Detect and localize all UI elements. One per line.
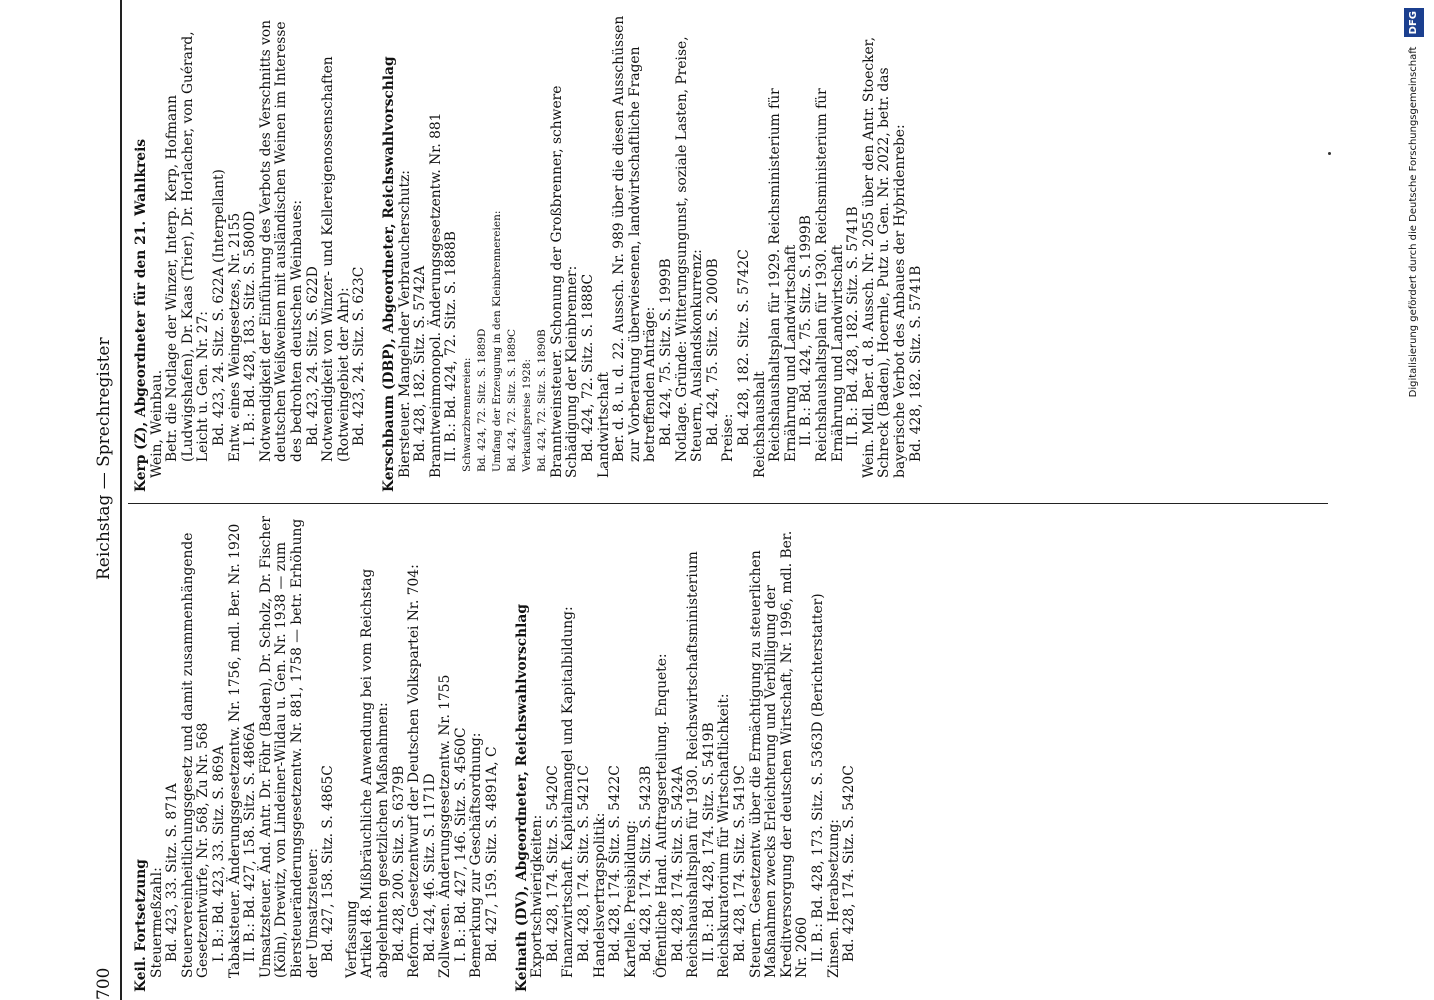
index-entry: Bd. 427, 158. Sitz. S. 4865C bbox=[320, 765, 337, 962]
digitization-strip bbox=[1398, 8, 1434, 998]
index-entry: Bd. 428, 174. Sitz. S. 5420C bbox=[544, 765, 561, 962]
index-entry: Bd. 424, 75. Sitz. S. 2000B bbox=[704, 258, 721, 446]
index-entry: Bd. 428, 174. Sitz. S. 5419C bbox=[731, 765, 748, 962]
index-entry: Steuervereinheitlichungsgesetz und damit zusammenhängende Gesetzentwürfe, Nr. 568, Zu Nr. 568 bbox=[179, 532, 212, 978]
index-entry: Bd. 424, 46. Sitz. S. 1171D bbox=[421, 773, 438, 962]
index-entry: Zinsen. Herabsetzung: bbox=[825, 819, 842, 978]
index-entry: II. B.: Bd. 427, 158. Sitz. S. 4866A bbox=[242, 722, 259, 962]
index-entry: Bd. 428, 174. Sitz. S. 5424A bbox=[669, 765, 686, 962]
index-entry: Kartelle. Preisbildung: bbox=[622, 820, 639, 978]
left-column bbox=[134, 514, 858, 992]
index-entry: II. B.: Bd. 424, 75. Sitz. S. 1999B bbox=[798, 215, 815, 446]
dfg-logo: DFG bbox=[1404, 8, 1424, 37]
index-entry: Steuern. Gesetzentw. über die Ermächtigung zu steuerlichen Maßnahmen zwecks Erleichterung und Verbilligung der Kreditversorgung der deutschen Wirtschaft, Nr. 1996, mdl. Ber. Nr. 2060 bbox=[747, 530, 811, 978]
index-entry: Ber. d. 8. u. d. 22. Aussch. Nr. 989 über die diesen Ausschüssen zur Vorberatung überwiesenen, landwirtschaftliche Fragen betreffenden Anträge: bbox=[611, 15, 659, 462]
index-entry: Bd. 427, 159. Sitz. S. 4891A, C bbox=[484, 746, 501, 962]
index-entry: Tabaksteuer. Änderungsgesetzentw. Nr. 1756, mdl. Ber. Nr. 1920 bbox=[226, 523, 243, 978]
index-entry: Bd. 428, 182. Sitz. S. 5741B bbox=[907, 265, 924, 462]
index-entry: Bd. 428, 182. Sitz. S. 5742A bbox=[412, 265, 429, 462]
index-entry: Betr. die Notlage der Winzer, Interp. Kerp, Hofmann (Ludwigshafen), Dr. Kaas (Trier), Dr. Horlacher, von Guérard, Leicht u. Gen. Nr. 27: bbox=[164, 31, 212, 462]
spacer bbox=[501, 514, 515, 992]
column-divider bbox=[128, 503, 1328, 504]
index-entry: Öffentliche Hand. Auftragserteilung. Enquete: bbox=[654, 653, 670, 978]
index-entry: Reform. Gesetzentwurf der Deutschen Volkspartei Nr. 704: bbox=[406, 564, 423, 978]
index-entry: Wein, Weinbau. bbox=[148, 369, 165, 478]
index-entry: Finanzwirtschaft. Kapitalmangel und Kapitalbildung: bbox=[560, 606, 577, 978]
index-entry: Bd. 428, 182. Sitz. S. 5742C bbox=[736, 249, 752, 446]
index-heading: Kerp (Z), Abgeordneter für den 21. Wahlkreis bbox=[133, 138, 149, 492]
index-heading: Keinath (DV), Abgeordneter, Reichswahlvorschlag bbox=[513, 604, 530, 992]
index-entry: Bd. 424, 72. Sitz. S. 1889D bbox=[475, 328, 488, 472]
index-entry: Umsatzsteuer. Änd. Antr. Dr. Föhr (Baden), Dr. Scholz, Dr. Fischer (Köln), Drewitz, von Lindeiner-Wildau u. Gen. Nr. 1938 — zum Biersteueränderungsgesetzentw. Nr. 881, 1758 — betr. Erhöhung der Umsatzsteuer: bbox=[257, 516, 321, 978]
index-entry: Bd. 428, 174. Sitz. S. 5423B bbox=[638, 765, 655, 962]
index-entry: Bd. 424, 72. Sitz. S. 1888C bbox=[580, 273, 597, 462]
rotated-page bbox=[92, 0, 1342, 1000]
index-entry: Handelsvertragspolitik: bbox=[591, 812, 608, 978]
index-entry: Verfassung bbox=[343, 900, 360, 978]
index-entry: Bd. 428, 174. Sitz. S. 5422C bbox=[607, 765, 624, 962]
index-entry: I. B.: Bd. 423, 33. Sitz. S. 869A bbox=[210, 745, 227, 962]
index-entry: Wein. Mdl. Ber. d. 8. Aussch. Nr. 2055 über den Antr. Stoecker, Schreck (Baden), Hoernle, Putz u. Gen. Nr. 2022, betr. das bayerische Verbot des Anbaues der Hybridenrebe: bbox=[860, 36, 908, 478]
digitization-text: Digitalisierung gefördert durch die Deutsche Forschungsgemeinschaft bbox=[1408, 46, 1419, 398]
index-entry: Steuermeßzahl: bbox=[148, 867, 165, 978]
index-entry: Notwendigkeit der Einführung des Verbots des Verschnitts von deutschen Weißweinen mit ausländischen Weinen im Interesse des bedrohten deutschen Weinbaues: bbox=[257, 19, 305, 462]
index-entry: I. B.: Bd. 427, 146. Sitz. S. 4560C bbox=[452, 727, 469, 962]
index-entry: Notwendigkeit von Winzer- und Kellereigenossenschaften (Rotweingebiet der Ahr): bbox=[320, 56, 352, 462]
index-entry: Bd. 428, 200. Sitz. S. 6379B bbox=[390, 765, 407, 962]
index-entry: II. B.: Bd. 428, 173. Sitz. S. 5363D (Berichterstatter) bbox=[809, 593, 826, 962]
index-entry: II. B.: Bd. 428, 182. Sitz. S. 5741B bbox=[845, 206, 862, 446]
index-entry: Exportschwierigkeiten: bbox=[529, 814, 546, 978]
digitization-note bbox=[1404, 8, 1424, 988]
index-entry: Preise: bbox=[720, 413, 737, 462]
index-entry: Entw. eines Weingesetzes, Nr. 2155 bbox=[226, 212, 243, 462]
index-entry: Bd. 428, 174. Sitz. S. 5420C bbox=[841, 765, 858, 962]
index-entry: Landwirtschaft bbox=[595, 371, 612, 478]
index-entry: I. B.: Bd. 428, 183. Sitz. S. 5800D bbox=[242, 210, 259, 446]
index-entry: II. B.: Bd. 424, 72. Sitz. S. 1888B bbox=[443, 231, 460, 462]
spacer bbox=[368, 14, 382, 492]
index-entry: Bd. 428, 174. Sitz. S. 5421C bbox=[576, 765, 593, 962]
right-column bbox=[134, 14, 924, 492]
index-entry: Biersteuer. Mangelnder Verbraucherschutz: bbox=[396, 170, 413, 478]
index-entry: Reichshaushaltsplan für 1929. Reichsministerium für Ernährung und Landwirtschaft bbox=[767, 88, 799, 462]
index-entry: Umfang der Erzeugung in den Kleinbrennereien: bbox=[490, 210, 503, 472]
index-entry: Bd. 424, 75. Sitz. S. 1999B bbox=[658, 258, 675, 446]
index-entry: Bd. 424, 72. Sitz. S. 1889C bbox=[505, 328, 518, 472]
index-entry: Schwarzbrennereien: bbox=[460, 357, 473, 472]
index-entry: II. B.: Bd. 428, 174. Sitz. S. 5419B bbox=[700, 722, 717, 962]
index-heading: Keil. Fortsetzung bbox=[133, 859, 149, 992]
index-entry: Bd. 423, 24. Sitz. S. 622A (Interpellant) bbox=[210, 169, 227, 446]
index-entry: Reichskuratorium für Wirtschaftlichkeit: bbox=[716, 693, 733, 978]
index-entry: Artikel 48. Mißbräuchliche Anwendung bei vom Reichstag abgelehnten gesetzlichen Maßnahmen: bbox=[359, 568, 391, 978]
index-entry: Reichshaushalt bbox=[751, 371, 768, 478]
page-number: 700 bbox=[94, 967, 114, 1000]
index-heading: Kerschbaum (DBP), Abgeordneter, Reichswahlvorschlag bbox=[380, 56, 397, 492]
index-entry: Bd. 424, 72. Sitz. S. 1890B bbox=[535, 329, 548, 472]
index-entry: Zollwesen. Änderungsgesetzentw. Nr. 1755 bbox=[437, 674, 454, 978]
header-rule bbox=[120, 0, 122, 1000]
index-entry: Notlage. Gründe: Witterungsungunst, soziale Lasten, Preise, Steuern, Auslandskonkurrenz: bbox=[673, 36, 706, 462]
index-entry: Bd. 423, 24. Sitz. S. 623C bbox=[351, 266, 368, 446]
index-entry: Bd. 423, 33. Sitz. S. 871A bbox=[164, 783, 181, 962]
scan-speck bbox=[1328, 152, 1331, 155]
index-entry: Branntweinmonopol. Änderungsgesetzentw. Nr. 881 bbox=[427, 112, 444, 478]
index-entry: Reichshaushaltsplan für 1930. Reichsministerium für Ernährung und Landwirtschaft bbox=[813, 88, 846, 462]
page-title: Reichstag — Sprechregister bbox=[94, 337, 114, 580]
index-entry: Branntweinsteuer. Schonung der Großbrenner, schwere Schädigung der Kleinbrenner: bbox=[548, 85, 581, 478]
index-entry: Reichshaushaltsplan für 1930. Reichswirtschaftsministerium bbox=[685, 551, 702, 978]
index-entry: Bd. 423, 24. Sitz. S. 622D bbox=[304, 266, 321, 446]
index-entry: Verkaufspreise 1928: bbox=[520, 358, 533, 472]
index-entry: Bemerkung zur Geschäftsordnung: bbox=[468, 732, 485, 978]
